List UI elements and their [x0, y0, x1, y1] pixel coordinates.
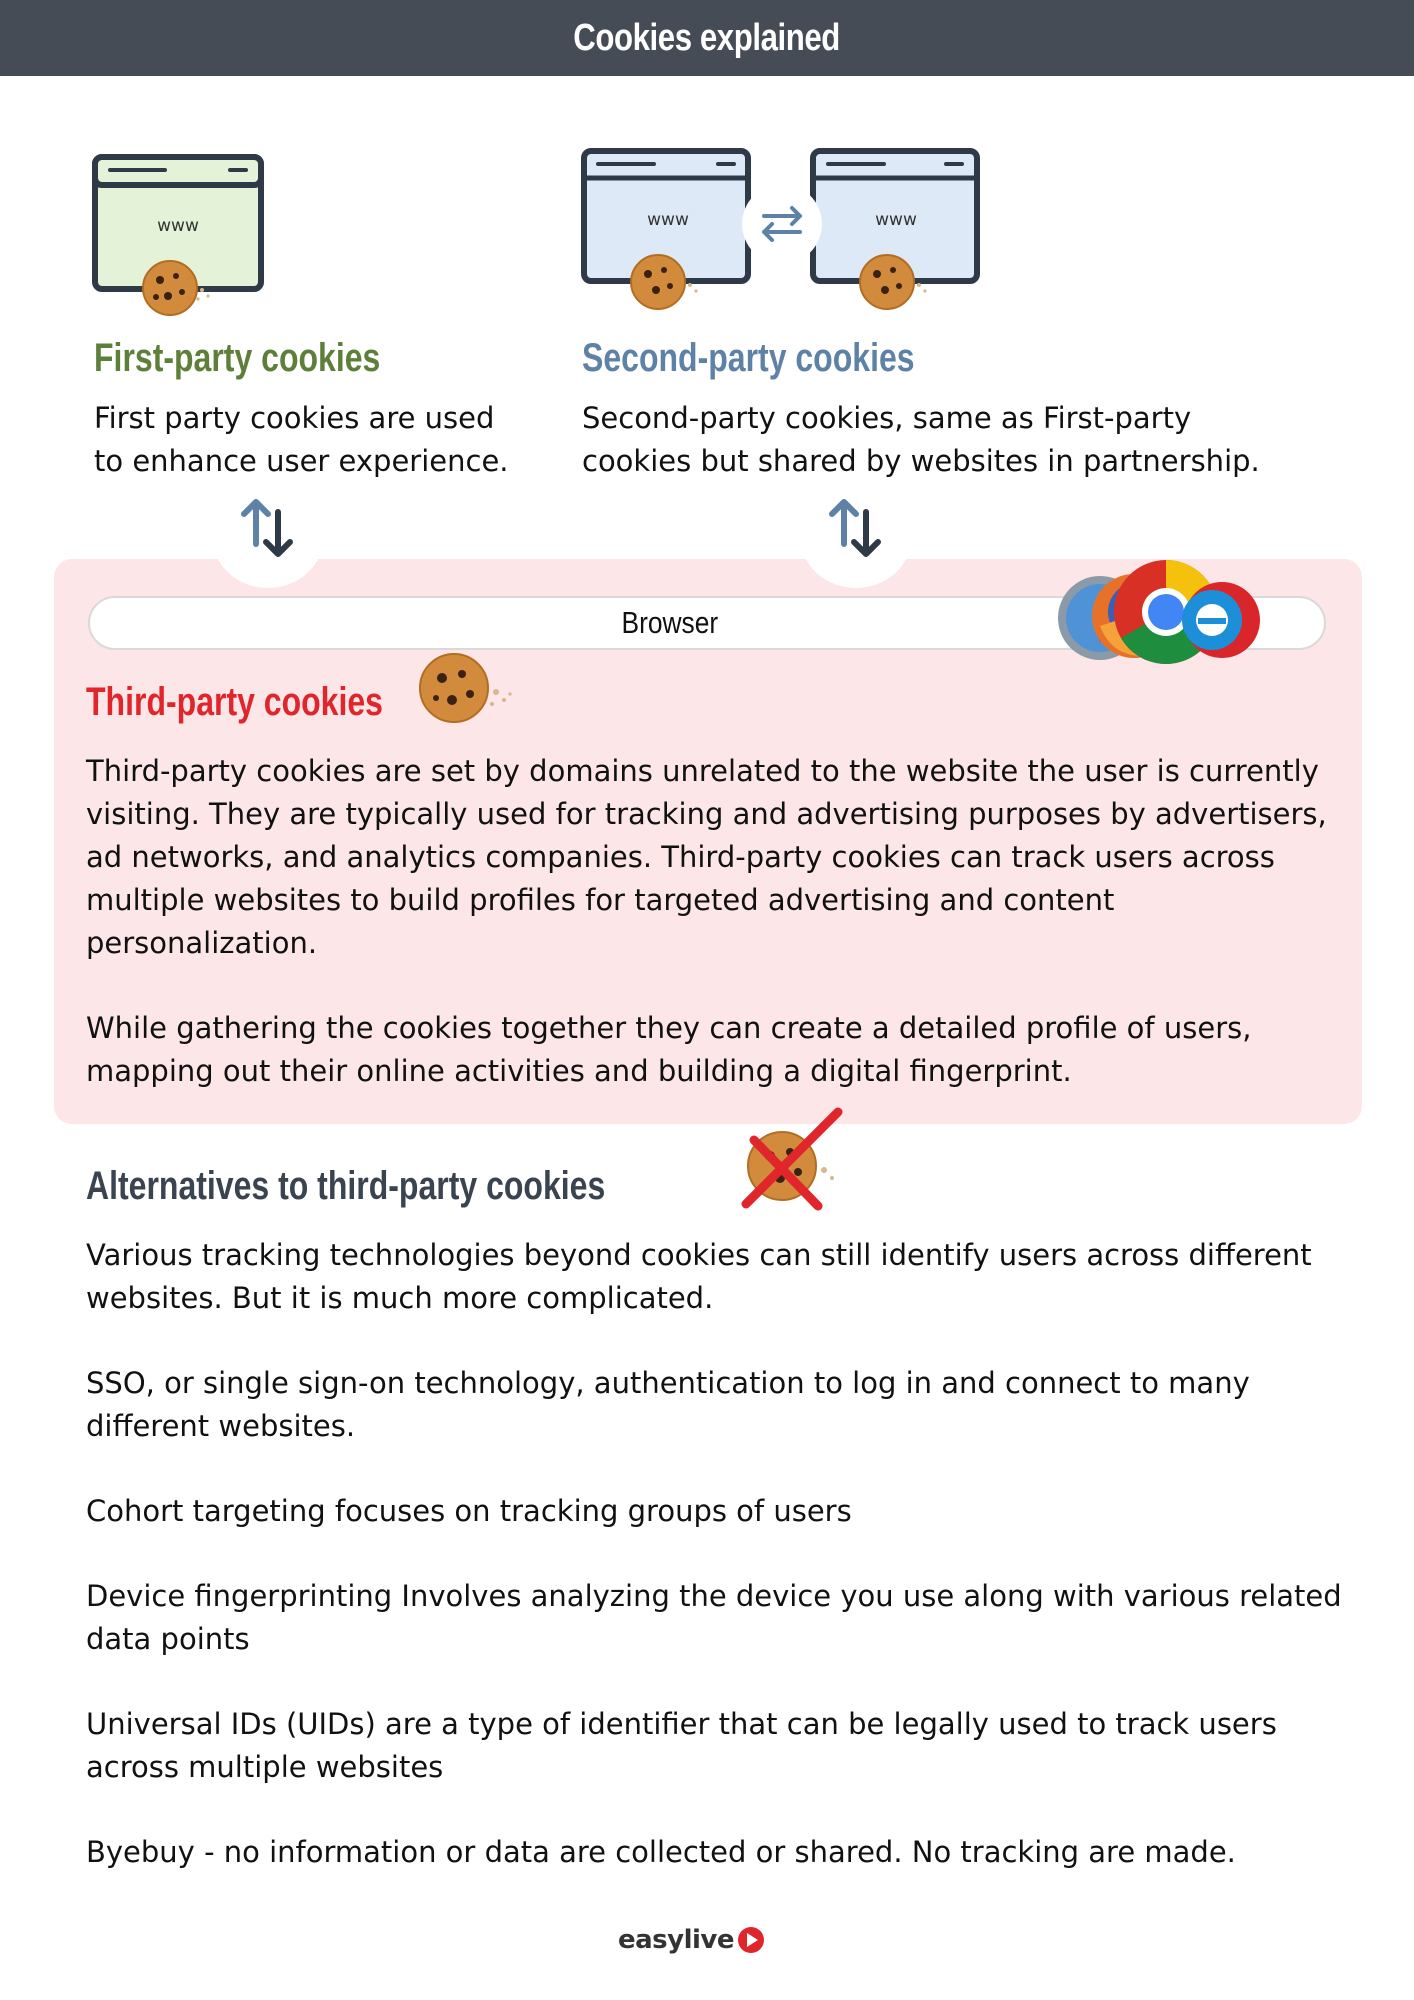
browser-window-icon [90, 150, 270, 325]
cookie-icon [412, 648, 522, 728]
crossed-cookie-icon [740, 1104, 850, 1214]
second-party-text [582, 397, 1260, 483]
alternatives-item: Byebuy - no information or data are collected or shared. No tracking are made. [86, 1835, 1236, 1869]
footer-logo [618, 1922, 808, 1958]
second-party-text-line1: Second-party cookies, same as First-party [582, 401, 1192, 435]
alternatives-list [86, 1234, 1346, 1874]
alternatives-item: Universal IDs (UIDs) are a type of identifier that can be legally used to track users across multiple websites [86, 1707, 1277, 1784]
first-party-heading: First-party cookies [94, 336, 381, 380]
alternatives-heading: Alternatives to third-party cookies [86, 1164, 606, 1208]
third-party-body [86, 750, 1336, 1093]
second-party-text-line2: cookies but shared by websites in partnership. [582, 444, 1260, 478]
swap-arrows-icon [742, 184, 822, 264]
third-party-heading: Third-party cookies [86, 680, 383, 724]
second-party-url-label-2: www [875, 210, 917, 230]
alternatives-item: SSO, or single sign-on technology, authentication to log in and connect to many different websites. [86, 1366, 1250, 1443]
browser-label: Browser [621, 605, 719, 640]
alternatives-item: Various tracking technologies beyond cookies can still identify users across different websites. But it is much more complicated. [86, 1238, 1312, 1315]
play-icon [736, 1925, 766, 1955]
alternatives-item: Device fingerprinting Involves analyzing the device you use along with various related data points [86, 1579, 1342, 1656]
up-down-arrows-icon [234, 494, 302, 564]
browser-logos [1052, 556, 1278, 674]
page-title: Cookies explained [573, 16, 841, 59]
first-party-text-line2: to enhance user experience. [94, 444, 509, 478]
alternatives-item: Cohort targeting focuses on tracking groups of users [86, 1494, 852, 1528]
up-down-arrows-icon [822, 494, 890, 564]
first-party-text-line1: First party cookies are used [94, 401, 495, 435]
third-party-paragraph-1: Third-party cookies are set by domains unrelated to the website the user is currently visiting. They are typically used for tracking and advertising purposes by advertisers, ad networks, and analytics companies. Third-party cookies can track users across multiple websites to build profiles for targeted advertising and content personalization. [86, 754, 1327, 960]
first-party-text [94, 397, 509, 483]
third-party-paragraph-2: While gathering the cookies together they can create a detailed profile of users, mapping out their online activities and building a digital fingerprint. [86, 1011, 1252, 1088]
second-party-heading: Second-party cookies [582, 336, 915, 380]
second-party-icon-group [578, 144, 988, 324]
header-bar [0, 0, 1414, 76]
footer-logo-text: easylive [618, 1925, 735, 1955]
first-party-url-label: www [157, 216, 199, 236]
second-party-url-label: www [647, 210, 689, 230]
